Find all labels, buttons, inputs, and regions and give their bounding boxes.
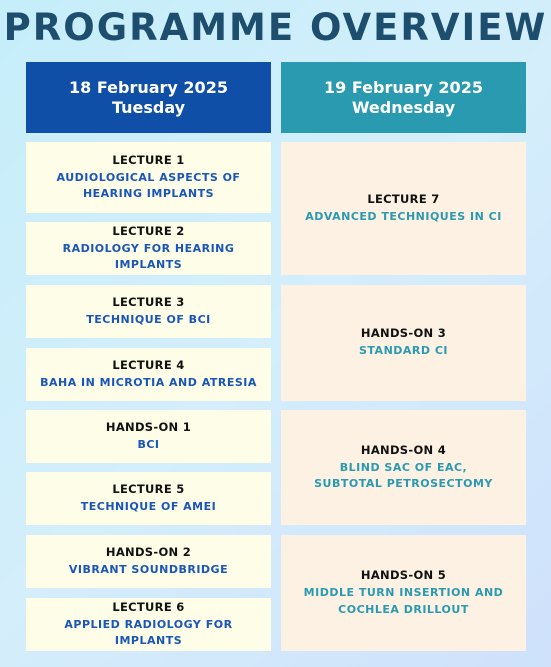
- session-card: [26, 535, 271, 588]
- session-topic: APPLIED RADIOLOGY FOR IMPLANTS: [64, 617, 233, 647]
- session-topic: VIBRANT SOUNDBRIDGE: [68, 562, 229, 576]
- page-title: PROGRAMME OVERVIEW: [3, 6, 548, 49]
- session-card: [26, 472, 271, 525]
- session-topic: AUDIOLOGICAL ASPECTS OF HEARING IMPLANTS: [56, 170, 241, 200]
- session-kind: LECTURE 6: [112, 599, 185, 614]
- session-topic: BAHA IN MICROTIA AND ATRESIA: [40, 375, 257, 389]
- day-date: 19 February 2025: [324, 77, 483, 97]
- session-kind: LECTURE 7: [367, 191, 440, 206]
- session-topic: ADVANCED TECHNIQUES IN CI: [305, 209, 502, 223]
- session-card: [26, 222, 271, 275]
- session-card: [26, 285, 271, 338]
- session-kind: LECTURE 4: [112, 357, 185, 372]
- session-card: [281, 535, 526, 651]
- session-card: [26, 410, 271, 463]
- session-kind: HANDS-ON 2: [105, 544, 192, 559]
- session-topic: BCI: [137, 437, 160, 451]
- day-weekday: Tuesday: [111, 97, 186, 117]
- day-header-1: [26, 62, 271, 133]
- day-date: 18 February 2025: [69, 77, 228, 97]
- session-kind: LECTURE 1: [112, 152, 185, 167]
- session-topic: TECHNIQUE OF BCI: [86, 312, 211, 326]
- day-header-2: [281, 62, 526, 133]
- session-topic: STANDARD CI: [358, 344, 449, 358]
- session-card: [281, 410, 526, 525]
- session-topic: BLIND SAC OF EAC, SUBTOTAL PETROSECTOMY: [314, 460, 493, 490]
- session-topic: RADIOLOGY FOR HEARING IMPLANTS: [62, 241, 235, 271]
- session-card: [281, 142, 526, 275]
- session-kind: LECTURE 5: [112, 481, 185, 496]
- session-card: [26, 142, 271, 213]
- session-topic: MIDDLE TURN INSERTION AND COCHLEA DRILLOUT: [303, 586, 504, 616]
- session-kind: HANDS-ON 4: [360, 442, 447, 457]
- session-card: [26, 348, 271, 401]
- day-weekday: Wednesday: [351, 97, 456, 117]
- session-card: [26, 598, 271, 651]
- session-kind: HANDS-ON 5: [360, 568, 447, 582]
- session-kind: HANDS-ON 3: [360, 326, 447, 341]
- session-kind: HANDS-ON 1: [105, 419, 192, 434]
- session-kind: LECTURE 2: [112, 223, 185, 238]
- session-card: [281, 285, 526, 401]
- session-topic: TECHNIQUE OF AMEI: [80, 499, 217, 513]
- session-kind: LECTURE 3: [112, 294, 185, 309]
